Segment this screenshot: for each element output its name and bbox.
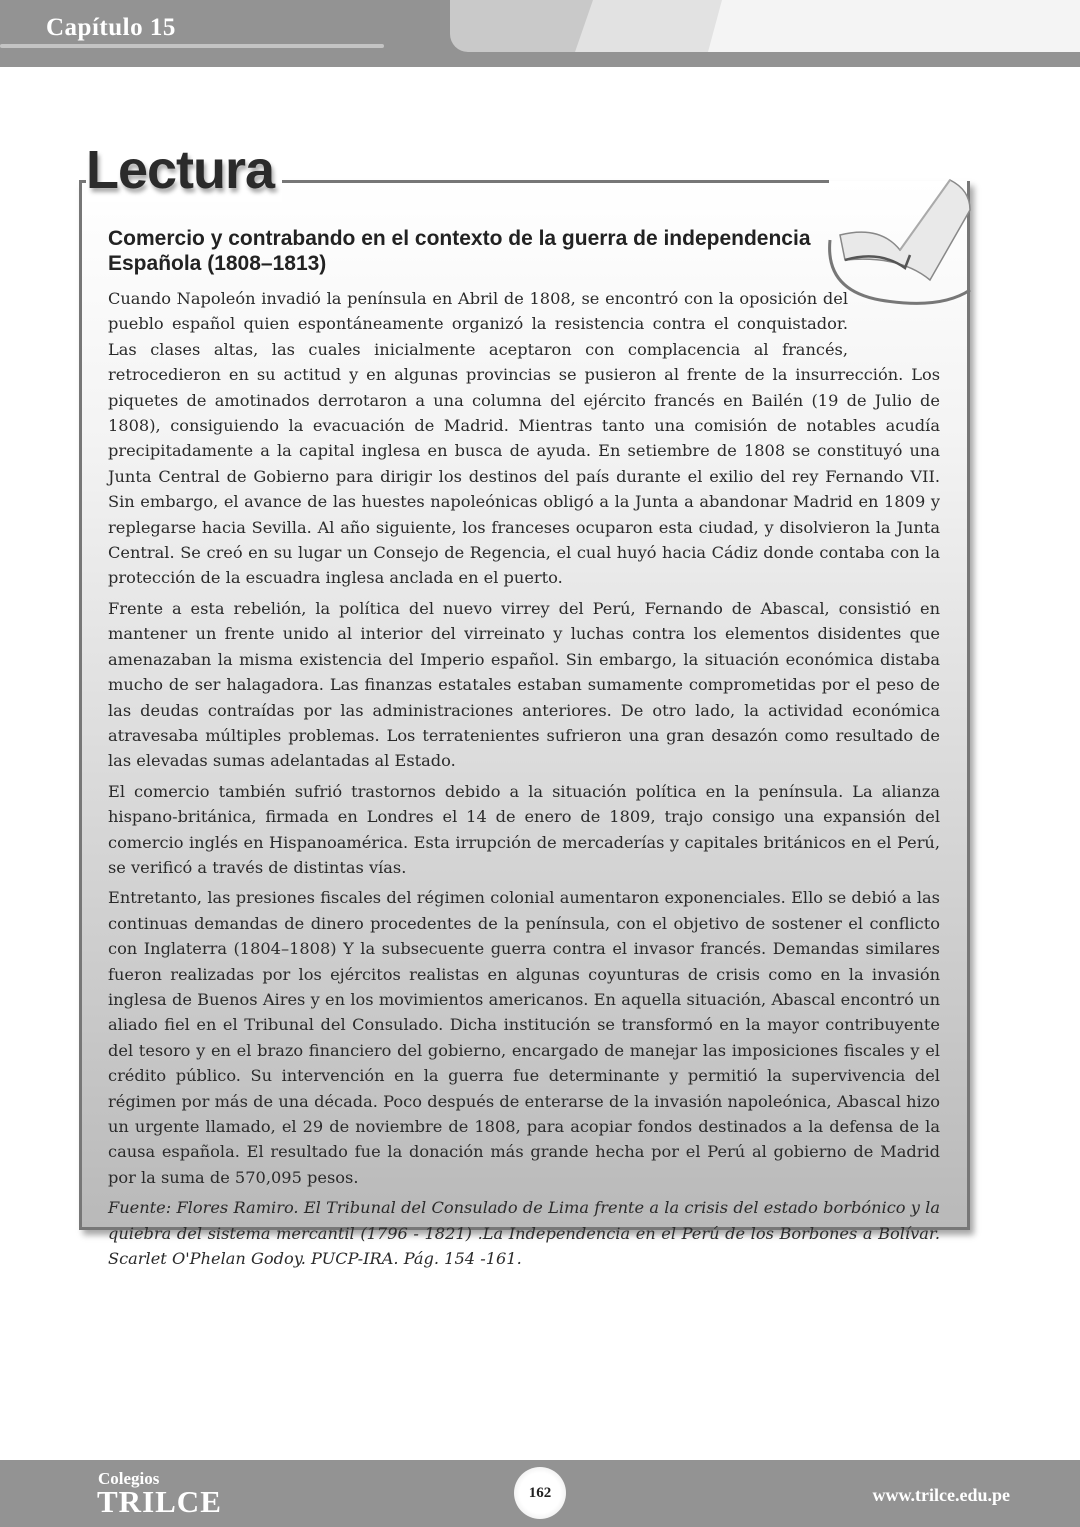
paragraph: Entretanto, las presiones fiscales del régimen colonial aumentaron exponenciales. Ello se debió a las continuas demandas de dinero procedentes de la península, con el objetivo de sostener el conflicto con Inglaterra (1804–1808) Y la subsecuente guerra contra el invasor francés. Demandas similares fueron realizadas por los ejércitos realistas en algunas coyunturas de crisis como en la invasión inglesa de Buenos Aires y en los movimientos americanos. En aquella situación, Abascal encontró un aliado fiel en el Tribunal del Consulado. Dicha institución se transformó en la mayor contribuyente del tesoro y en el brazo financiero del gobierno, encargado de manejar las imposiciones fiscales y el crédito público. Su intervención en la guerra fue determinante y permitió la supervivencia del régimen por más de una década. Poco después de enterarse de la invasión napoleónica, Abascal hizo un urgente llamado, el 29 de noviembre de 1808, para acopiar fondos destinados a la defensa de la causa española. El resultado fue la donación más grande hecha por el Perú al gobierno de Madrid por la suma de 570,095 pesos.: [108, 888, 940, 1187]
brand-subtitle: Colegios: [98, 1469, 160, 1488]
paragraph: Frente a esta rebelión, la política del nuevo virrey del Perú, Fernando de Abascal, consistió en mantener un frente unido al interior del virreinato y luchas contra los elementos disidentes que amenazaban la misma existencia del Imperio español. Sin embargo, la situación económica distaba mucho de ser halagadora. Las finanzas estatales estaban sumamente comprometidas por el peso de las deudas contraídas por las administraciones anteriores. De otro lado, la actividad económica atravesaba múltiples problemas. Los terratenientes sufrieron una gran desazón como resultado de las elevadas sumas adelantadas al Estado.: [108, 598, 940, 771]
reading-title: Comercio y contrabando en el contexto de la guerra de independencia Española (1808–1813): [108, 227, 811, 275]
brand-logo: TRILCE: [97, 1484, 222, 1519]
divider: [0, 44, 384, 48]
website-link[interactable]: www.trilce.edu.pe: [872, 1485, 1010, 1505]
paragraph: Cuando Napoleón invadió la península en Abril de 1808, se encontró con la oposición del pueblo español quien espontáneamente organizó la resistencia contra el conquistador. Las clases altas, las cuales inicialmente aceptaron con complacencia al francés, retrocedieron en su actitud y en algunas provincias se pusieron al frente de la insurrección. Los piquetes de amotinados derrotaron a una columna del ejército francés en Bailén (19 de Julio de 1808), consiguiendo la evacuación de Madrid. Mientras tanto una comisión de notables acudía precipitadamente a la capital inglesa en busca de ayuda. En setiembre de 1808 se constituyó una Junta Central de Gobierno para dirigir los destinos del país durante el exilio del rey Fernando VII. Sin embargo, el avance de las huestes napoleónicas obligó a la Junta a abandonar Madrid en 1809 y replegarse hacia Sevilla. Al año siguiente, los franceses ocuparon esta ciudad, y disolvieron la Junta Central. Se creó en su lugar un Consejo de Regencia, el cual huyó hacia Cádiz donde contaba con la protección de la escuadra inglesa anclada en el puerto.: [108, 289, 940, 588]
paragraph: El comercio también sufrió trastornos debido a la situación política en la península. La alianza hispano-británica, firmada en Londres el 14 de enero de 1809, trajo consigo una expansión del comercio inglés en Hispanoamérica. Esta irrupción de mercaderías y capitales británicos en el Perú, se verificó a través de distintas vías.: [108, 781, 940, 877]
chapter-label: Capítulo 15: [46, 14, 176, 41]
section-heading: Lectura: [86, 138, 282, 202]
source-citation: Fuente: Flores Ramiro. El Tribunal del Consulado de Lima frente a la crisis del estado borbónico y la quiebra del sistema mercantil (1796 - 1821) .La Independencia en el Perú de los Borbones a Bolívar. Scarlet O'Phelan Godoy. PUCP-IRA. Pág. 154 -161.: [108, 1198, 940, 1269]
page-number: 162: [514, 1467, 566, 1519]
reading-content: [108, 226, 940, 1276]
